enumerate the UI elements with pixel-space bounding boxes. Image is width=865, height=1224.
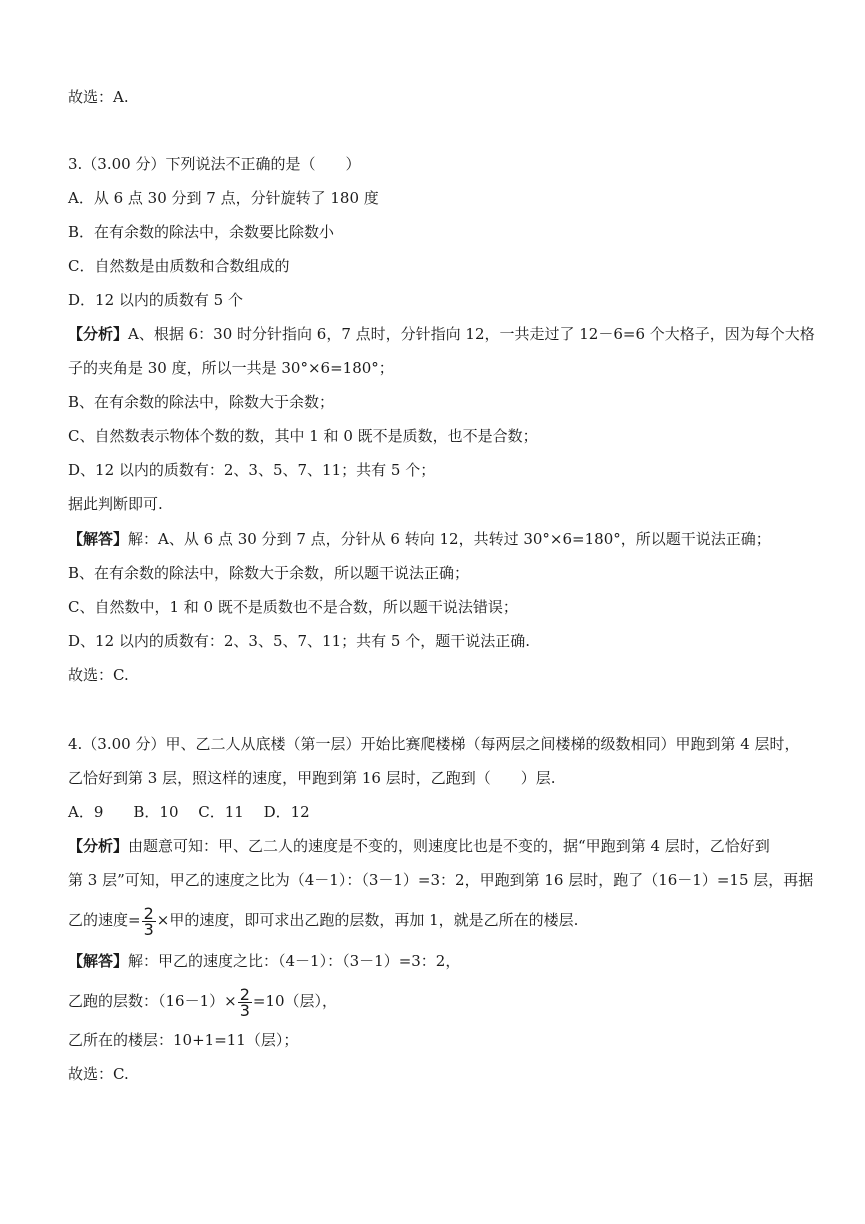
q3-answer: 故选：C. bbox=[68, 666, 129, 684]
fraction-two-thirds bbox=[238, 984, 252, 1020]
q3-analysis-line-1 bbox=[68, 323, 815, 345]
analysis-tag: 【分析】 bbox=[68, 837, 129, 855]
q3-option-a: A．从 6 点 30 分到 7 点，分针旋转了 180 度 bbox=[68, 189, 379, 207]
q3-solution-text-1: 解：A、从 6 点 30 分到 7 点，分针从 6 转向 12，共转过 30°×6=180°，所以题干说法正确； bbox=[128, 530, 771, 548]
fraction-two-thirds bbox=[142, 903, 156, 939]
q3-analysis-line-5: D、12 以内的质数有：2、3、5、7、11；共有 5 个； bbox=[68, 461, 436, 479]
q3-solution-line-4: D、12 以内的质数有：2、3、5、7、11；共有 5 个，题干说法正确. bbox=[68, 632, 530, 650]
q4-answer: 故选：C. bbox=[68, 1065, 129, 1083]
q4-solution-line-3: 乙所在的楼层：10+1=11（层）； bbox=[68, 1031, 299, 1049]
q3-option-b: B．在有余数的除法中，余数要比除数小 bbox=[68, 223, 335, 241]
q3-solution-line-2: B、在有余数的除法中，除数大于余数，所以题干说法正确； bbox=[68, 564, 470, 582]
fraction-numerator: 2 bbox=[239, 984, 250, 1004]
q3-analysis-line-2: 子的夹角是 30 度，所以一共是 30°×6=180°； bbox=[68, 359, 394, 377]
fraction-denominator: 3 bbox=[143, 919, 154, 939]
q3-solution-line-1 bbox=[68, 528, 808, 550]
q3-option-c: C．自然数是由质数和合数组成的 bbox=[68, 257, 290, 275]
q4-analysis-post: ×甲的速度，即可求出乙跑的层数，再加 1，就是乙所在的楼层. bbox=[156, 911, 579, 929]
q3-analysis-line-6: 据此判断即可. bbox=[68, 495, 163, 513]
q4-solution-line-2 bbox=[68, 984, 808, 1018]
q3-option-d: D．12 以内的质数有 5 个 bbox=[68, 291, 243, 309]
fraction-numerator: 2 bbox=[143, 903, 154, 923]
q4-options: A．9 B．10 C．11 D．12 bbox=[68, 803, 310, 821]
q3-analysis-text-1: A、根据 6：30 时分针指向 6，7 点时，分针指向 12，一共走过了 12－6=6 个大格子，因为每个大格 bbox=[128, 325, 815, 343]
q3-solution-line-3: C、自然数中，1 和 0 既不是质数也不是合数，所以题干说法错误； bbox=[68, 598, 518, 616]
q4-solution-pre: 乙跑的层数：（16－1）× bbox=[68, 992, 237, 1010]
q4-solution-text-1: 解：甲乙的速度之比：（4－1）：（3－1）=3：2， bbox=[128, 952, 461, 970]
q4-analysis-line-2: 第 3 层”可知，甲乙的速度之比为（4－1）：（3－1）=3：2，甲跑到第 16 层时，跑了（16－1）=15 层，再据 bbox=[68, 871, 814, 889]
q4-stem-line-2: 乙恰好到第 3 层，照这样的速度，甲跑到第 16 层时，乙跑到（ ）层. bbox=[68, 769, 556, 787]
analysis-tag: 【分析】 bbox=[68, 325, 129, 343]
q3-stem: 3.（3.00 分）下列说法不正确的是（ ） bbox=[68, 155, 361, 173]
fraction-denominator: 3 bbox=[239, 1000, 250, 1020]
q4-analysis-line-3 bbox=[68, 903, 808, 937]
q3-analysis-line-3: B、在有余数的除法中，除数大于余数； bbox=[68, 393, 335, 411]
q3-analysis-line-4: C、自然数表示物体个数的数，其中 1 和 0 既不是质数，也不是合数； bbox=[68, 427, 538, 445]
q4-solution-post: =10（层）， bbox=[252, 992, 338, 1010]
q2-answer: 故选：A. bbox=[68, 88, 129, 106]
q4-analysis-line-1 bbox=[68, 835, 808, 857]
q4-stem-line-1: 4.（3.00 分）甲、乙二人从底楼（第一层）开始比赛爬楼梯（每两层之间楼梯的级数相同）甲跑到第 4 层时， bbox=[68, 735, 800, 753]
q4-analysis-text-1: 由题意可知：甲、乙二人的速度是不变的，则速度比也是不变的，据“甲跑到第 4 层时，乙恰好到 bbox=[128, 837, 770, 855]
solution-tag: 【解答】 bbox=[68, 530, 129, 548]
q4-analysis-pre: 乙的速度= bbox=[68, 911, 141, 929]
q4-solution-line-1 bbox=[68, 950, 808, 972]
solution-tag: 【解答】 bbox=[68, 952, 129, 970]
